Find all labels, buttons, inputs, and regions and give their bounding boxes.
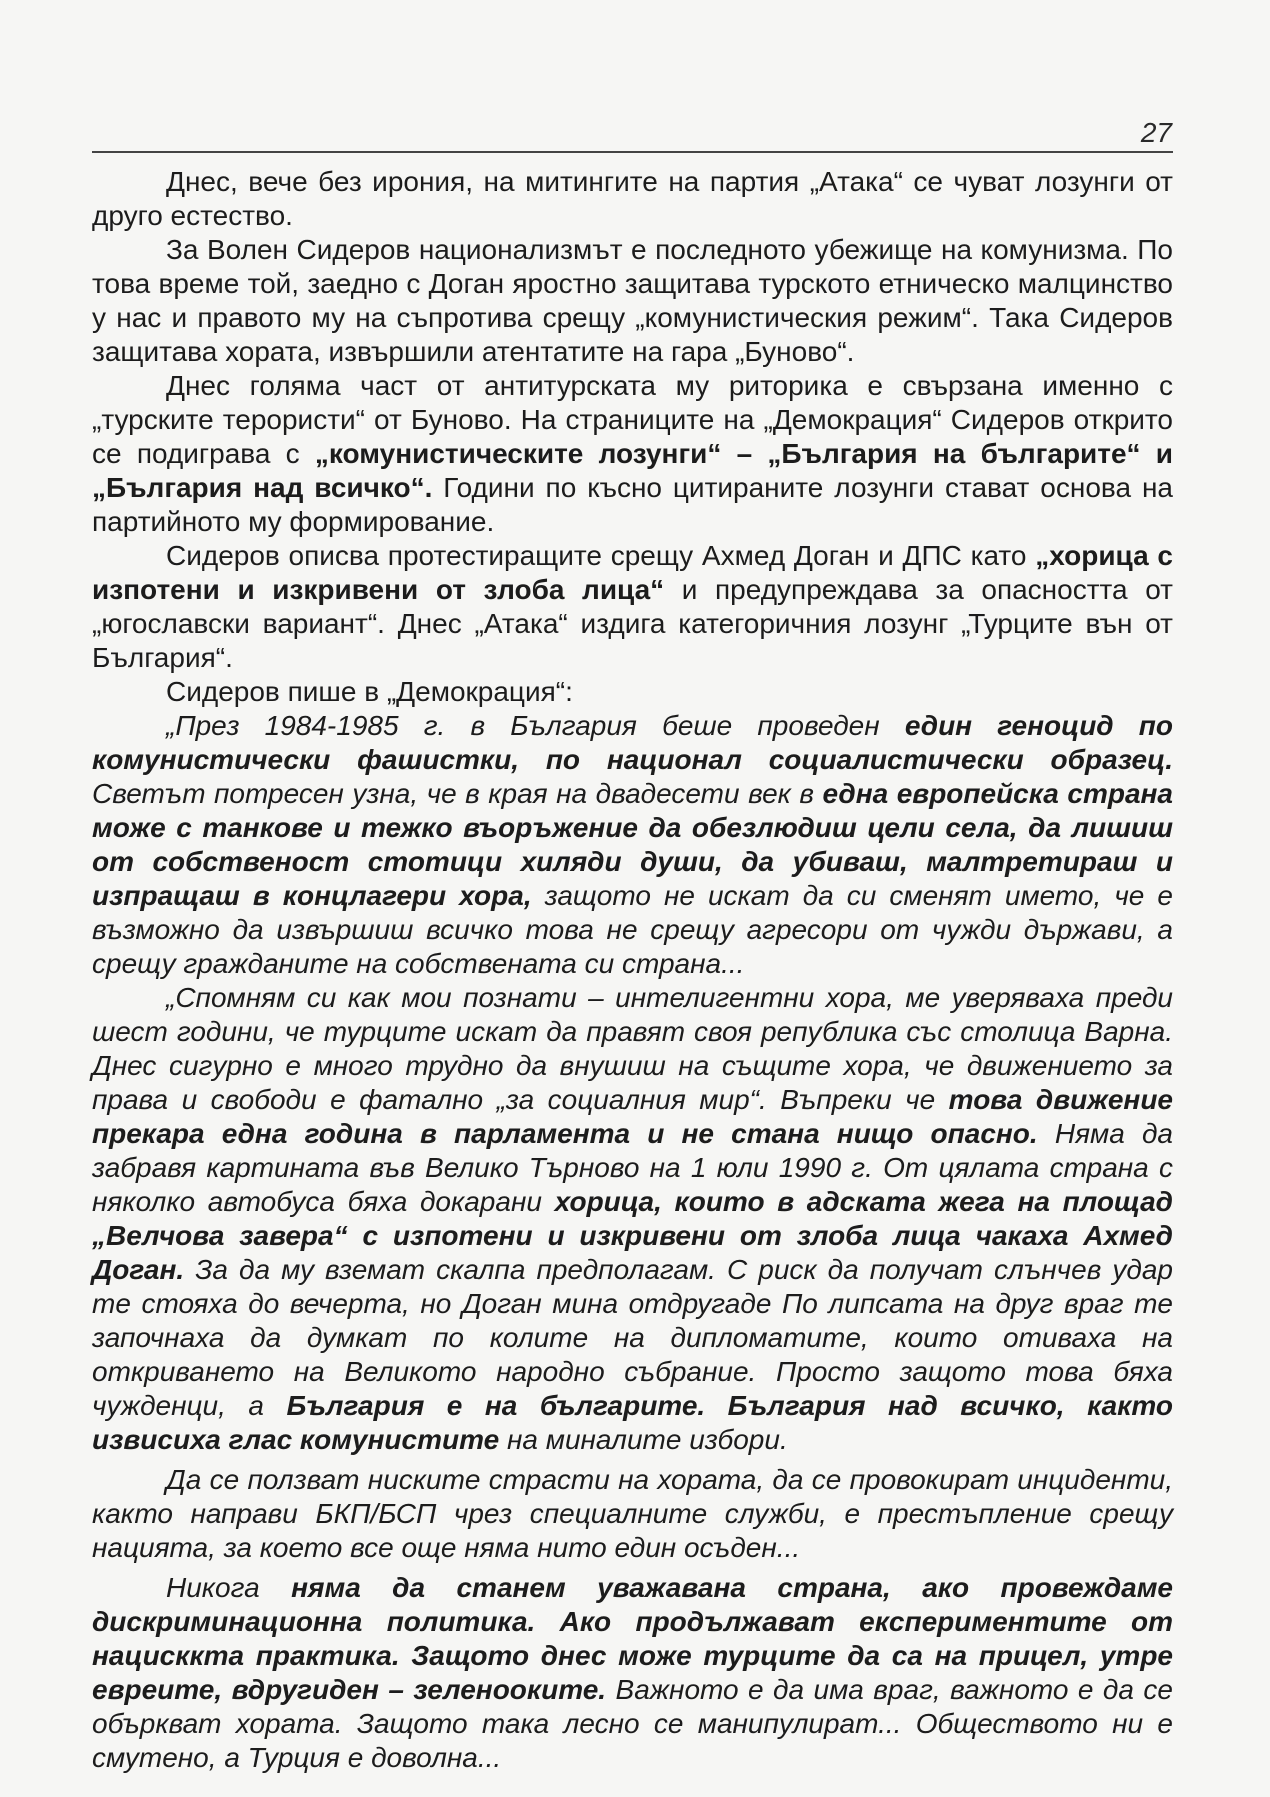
- body-text: [92, 165, 1173, 1775]
- text-run: на миналите избори.: [499, 1424, 788, 1455]
- text-run: Сидеров описва протестиращите срещу Ахмед Доган и ДПС като: [166, 540, 1036, 571]
- text-run: За Волен Сидеров национализмът е последното убежище на комунизма. По това време той, заедно с Доган яростно защитава турското етническо малцинство у нас и правото му на съпротива срещу „комунистическия режим“. Така Сидеров защитава хората, извършили атентатите на гара „Буново“.: [92, 234, 1173, 367]
- text-run: Днес голяма част от антитурската му риторика е свързана именно с „турските терористи“ от Буново. На страниците на „Демокрация“ Сидеров открито се подиграва с: [92, 370, 1173, 469]
- page-number: 27: [1140, 117, 1172, 148]
- paragraph: [92, 369, 1173, 539]
- text-run: Днес, вече без ирония, на митингите на партия „Атака“ се чуват лозунги от друго естество.: [92, 166, 1173, 231]
- bold-text-run: това движение прекара една година в парламента и не стана нищо опасно.: [92, 1084, 1173, 1149]
- text-run: „Спомням си как мои познати – интелигентни хора, ме уверяваха преди шест години, че турците искат да правят своя република със столица Варна. Днес сигурно е много трудно да внушиш на същите хора, че движението за права и свободи е фатално „за социалния мир“. Въпреки че: [92, 982, 1173, 1115]
- text-run: Няма да забравя картината във Велико Търново на 1 юли 1990 г. От цялата страна с няколко автобуса бяха докарани: [92, 1118, 1173, 1217]
- text-run: За да му вземат скалпа предполагам. С риск да получат слънчев удар те стояха до вечерта, но Доган мина отдругаде По липсата на друг враг те започнаха да думкат по колите на дипломатите, които отиваха на откриването на Великото народно събрание. Просто защото това бяха чужденци, а: [92, 1254, 1173, 1421]
- paragraph: [92, 233, 1173, 369]
- paragraph: [92, 675, 1173, 709]
- text-run: Години по късно цитираните лозунги стават основа на партийното му формирование.: [92, 472, 1173, 537]
- bold-text-run: България е на българите. България над всичко, както извисиха глас комунистите: [92, 1390, 1173, 1455]
- text-run: Да се ползват ниските страсти на хората, да се провокират инциденти, както направи БКП/БСП чрез специалните служби, е престъпление срещу нацията, за което все още няма нито един осъден...: [92, 1464, 1173, 1563]
- bold-text-run: една европейска страна може с танкове и тежко въоръжение да обезлюдиш цели села, да лишиш от собственост стотици хиляди души, да убиваш, малтретираш и изпращаш в концлагери хора,: [92, 778, 1173, 911]
- bold-text-run: „хорица с изпотени и изкривени от злоба лица“: [92, 540, 1173, 605]
- quote-paragraph: [92, 1463, 1173, 1565]
- paragraph: [92, 165, 1173, 233]
- text-run: и предупреждава за опасността от „югославски вариант“. Днес „Атака“ издига категоричния лозунг „Турците вън от България“.: [92, 574, 1173, 673]
- text-run: „През 1984-1985 г. в България беше проведен: [166, 710, 905, 741]
- text-run: Сидеров пише в „Демокрация“:: [166, 676, 573, 707]
- bold-text-run: хорица, които в адската жега на площад „Велчова завера“ с изпотени и изкривени от злоба лица чакаха Ахмед Доган.: [92, 1186, 1173, 1285]
- quote-paragraph: [92, 981, 1173, 1457]
- text-run: защото не искат да си сменят името, че е възможно да извършиш всичко това не срещу агресори от чужди държави, а срещу гражданите на собствената си страна...: [92, 880, 1173, 979]
- text-run: Никога: [166, 1572, 292, 1603]
- bold-text-run: един геноцид по комунистически фашистки, по национал социалистически образец.: [92, 710, 1173, 775]
- bold-text-run: „комунистическите лозунги“ – „България на българите“ и „България над всичко“.: [92, 438, 1174, 503]
- quote-paragraph: [92, 709, 1173, 981]
- quote-paragraph: [92, 1571, 1173, 1775]
- paragraph: [92, 539, 1173, 675]
- bold-text-run: няма да станем уважавана страна, ако провеждаме дискриминационна политика. Ако продължават експериментите от нацисккта практика. Защото днес може турците да са на прицел, утре евреите, вдругиден – зеленооките.: [92, 1572, 1173, 1705]
- text-run: Важното е да има враг, важното е да се объркват хората. Защото така лесно се манипулират... Обществото ни е смутено, а Турция е доволна...: [92, 1674, 1173, 1773]
- text-run: Светът потресен узна, че в края на двадесети век в: [92, 778, 823, 809]
- header-rule: [92, 151, 1173, 153]
